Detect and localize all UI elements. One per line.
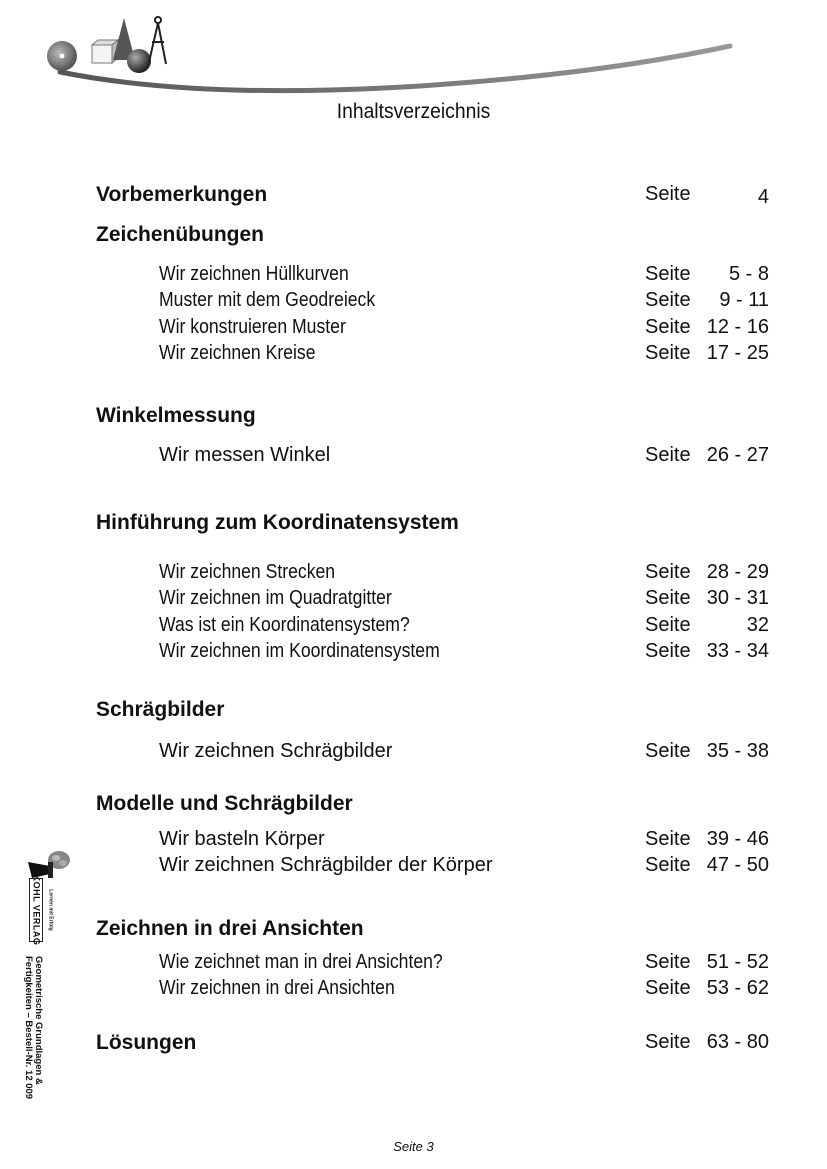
toc-label: Vorbemerkungen (96, 183, 268, 206)
toc-seite-label: Seite (645, 640, 691, 662)
toc-entry (0, 342, 827, 372)
toc-page-range: 30 - 31 (706, 587, 769, 609)
toc-page-range: 32 (746, 614, 769, 636)
toc-seite-label: Seite (645, 444, 691, 466)
toc-label: Schrägbilder (96, 698, 225, 721)
toc-entry (0, 977, 827, 1007)
toc-seite-label: Seite (645, 316, 691, 338)
toc-page-range: 26 - 27 (706, 444, 769, 466)
toc-label: Wir zeichnen Hüllkurven (159, 263, 349, 285)
publisher-name: KOHL VERLAG (31, 874, 41, 946)
page-footer: Seite 3 (393, 1139, 434, 1154)
book-info (20, 956, 60, 1116)
toc-page-range: 51 - 52 (706, 951, 769, 973)
page-title: Inhaltsverzeichnis (336, 100, 491, 123)
toc-entry (0, 740, 827, 770)
book-info-line1: Geometrische Grundlagen & (33, 956, 44, 1085)
toc-seite-label: Seite (645, 342, 691, 364)
toc-label: Wir zeichnen Schrägbilder (159, 740, 393, 762)
toc-label: Zeichnen in drei Ansichten (96, 917, 364, 940)
toc-label: Muster mit dem Geodreieck (159, 289, 376, 311)
header-geometry-illustration (0, 0, 827, 110)
toc-page-range: 4 (757, 186, 769, 208)
toc-page-range: 47 - 50 (706, 854, 769, 876)
toc-seite-label: Seite (645, 740, 691, 762)
toc-page-range: 35 - 38 (706, 740, 769, 762)
toc-page-range: 53 - 62 (706, 977, 769, 999)
toc-heading (0, 511, 827, 541)
toc-seite-label: Seite (645, 587, 691, 609)
toc-entry (0, 640, 827, 670)
toc-label: Modelle und Schrägbilder (96, 792, 353, 815)
toc-seite-label: Seite (645, 561, 691, 583)
toc-seite-label: Seite (645, 614, 691, 636)
header-swoosh-line (60, 46, 730, 91)
toc-page-range: 12 - 16 (706, 316, 769, 338)
toc-heading (0, 698, 827, 728)
toc-page-range: 63 - 80 (706, 1031, 769, 1053)
toc-seite-label: Seite (645, 289, 691, 311)
toc-seite-label: Seite (645, 977, 691, 999)
toc-seite-label: Seite (645, 263, 691, 285)
toc-label: Wir zeichnen in drei Ansichten (159, 977, 395, 999)
toc-label: Was ist ein Koordinatensystem? (159, 614, 410, 636)
sphere-icon (127, 49, 151, 73)
toc-page-range: 17 - 25 (706, 342, 769, 364)
toc-heading (0, 223, 827, 253)
toc-label: Wir konstruieren Muster (159, 316, 346, 338)
toc-label: Wie zeichnet man in drei Ansichten? (159, 951, 443, 973)
toc-seite-label: Seite (645, 828, 691, 850)
toc-entry (0, 587, 827, 617)
toc-heading (0, 917, 827, 947)
toc-heading (0, 1031, 827, 1061)
toc-heading (0, 183, 827, 213)
toc-heading (0, 792, 827, 822)
toc-entry (0, 289, 827, 319)
toc-label: Wir basteln Körper (159, 828, 325, 850)
toc-seite-label: Seite (645, 183, 691, 205)
toc-seite-label: Seite (645, 854, 691, 876)
toc-label: Lösungen (96, 1031, 197, 1054)
toc-entry (0, 854, 827, 884)
book-info-line2: Fertigkeiten – Bestell-Nr. 12 009 (23, 956, 34, 1100)
toc-page-range: 9 - 11 (719, 289, 769, 311)
publisher-tagline: Lernen mit Erfolg (48, 889, 54, 931)
toc-seite-label: Seite (645, 951, 691, 973)
toc-page-range: 39 - 46 (706, 828, 769, 850)
toc-heading (0, 404, 827, 434)
toc-label: Wir zeichnen Kreise (159, 342, 316, 364)
toc-label: Wir zeichnen Strecken (159, 561, 336, 583)
toc-label: Zeichenübungen (96, 223, 264, 246)
toc-seite-label: Seite (645, 1031, 691, 1053)
toc-label: Hinführung zum Koordinatensystem (96, 511, 459, 534)
toc-page-range: 28 - 29 (706, 561, 769, 583)
toc-label: Wir zeichnen Schrägbilder der Körper (159, 854, 493, 876)
toc-label: Wir zeichnen im Koordinatensystem (159, 640, 440, 662)
compass-icon (149, 17, 166, 64)
toc-entry (0, 444, 827, 474)
toc-page-range: 5 - 8 (728, 263, 769, 285)
toc-label: Wir zeichnen im Quadratgitter (159, 587, 392, 609)
toc-label: Winkelmessung (96, 404, 256, 427)
toc-label: Wir messen Winkel (159, 444, 331, 466)
toc-page-range: 33 - 34 (706, 640, 769, 662)
